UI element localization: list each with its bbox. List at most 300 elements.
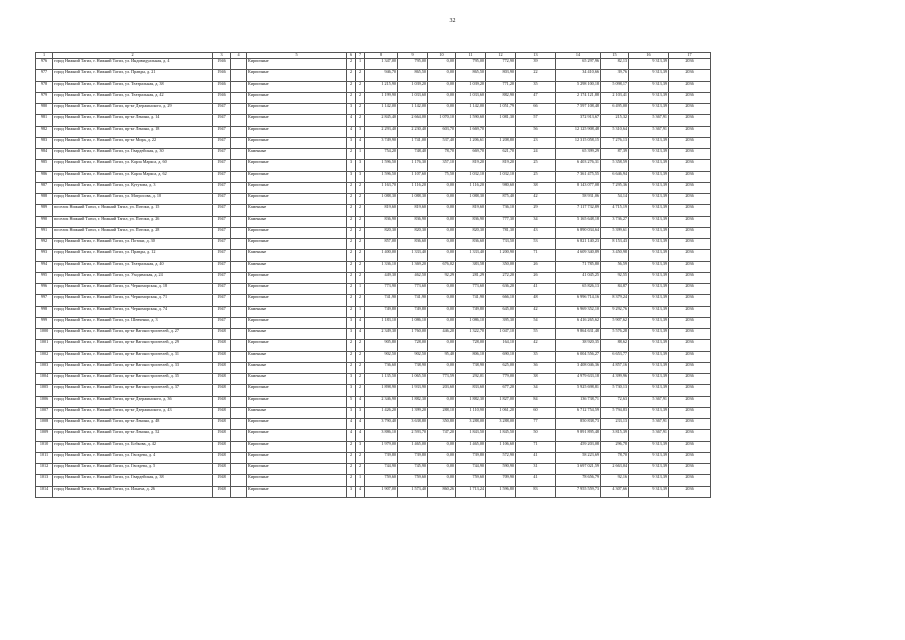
table-cell: 65 826,13 bbox=[556, 284, 601, 295]
table-cell bbox=[231, 160, 247, 171]
table-cell: 39 bbox=[516, 59, 556, 70]
table-cell: 0,00 bbox=[428, 250, 456, 261]
table-cell: 2 bbox=[356, 182, 365, 193]
table-cell: 56 bbox=[516, 126, 556, 137]
table-row bbox=[36, 486, 711, 497]
table-cell: 1 032,10 bbox=[486, 171, 516, 182]
table-cell: 1 081,30 bbox=[486, 115, 516, 126]
table-cell: 9 313,39 bbox=[629, 227, 669, 238]
table-cell: 739,80 bbox=[365, 452, 398, 463]
table-cell: 2 845,40 bbox=[365, 115, 398, 126]
table-cell: 2 bbox=[347, 182, 356, 193]
table-cell: город Нижний Тагил, г. Нижний Тагил, пр-кт Ленина, д. 14 bbox=[53, 115, 213, 126]
table-cell: 1 142,00 bbox=[456, 104, 486, 115]
table-cell: 5 310,64 bbox=[601, 126, 629, 137]
table-cell: 0,00 bbox=[428, 59, 456, 70]
table-cell: 71 bbox=[516, 250, 556, 261]
table-cell: город Нижний Тагил, г. Нижний Тагил, ул. Потоки, д. 30 bbox=[53, 239, 213, 250]
table-cell bbox=[231, 419, 247, 430]
table-cell: город Нижний Тагил, г. Нижний Тагил, ул. Уходимская, д. 24 bbox=[53, 272, 213, 283]
table-cell: 0,00 bbox=[428, 194, 456, 205]
table-cell: 41 045,25 bbox=[556, 272, 601, 283]
table-cell: 6 004 556,27 bbox=[556, 351, 601, 362]
table-cell: 9 313,39 bbox=[629, 137, 669, 148]
table-cell: город Нижний Тагил, г. Нижний Тагил, пр-кт Ленина, д. 52 bbox=[53, 430, 213, 441]
table-cell: 2036 bbox=[669, 171, 711, 182]
table-cell: 995 bbox=[36, 272, 53, 283]
table-cell: 78 656,79 bbox=[556, 475, 601, 486]
table-cell: 1008 bbox=[36, 419, 53, 430]
table-cell: 537,40 bbox=[428, 137, 456, 148]
table-cell: 60 bbox=[516, 407, 556, 418]
header-cell: 14 bbox=[556, 53, 601, 59]
table-cell: 9 313,39 bbox=[629, 59, 669, 70]
table-row bbox=[36, 250, 711, 261]
table-cell: 2036 bbox=[669, 351, 711, 362]
table-cell: 5 576,28 bbox=[601, 329, 629, 340]
table-cell: 9 864 631,48 bbox=[556, 329, 601, 340]
table-cell: 1 426,20 bbox=[365, 407, 398, 418]
table-cell bbox=[231, 452, 247, 463]
table-cell: 5 298 100,18 bbox=[556, 81, 601, 92]
table-cell: 1002 bbox=[36, 351, 53, 362]
header-cell: 6 bbox=[347, 53, 356, 59]
table-cell: 645,00 bbox=[486, 306, 516, 317]
table-cell: 0,00 bbox=[428, 205, 456, 216]
table-cell: 9 313,39 bbox=[629, 295, 669, 306]
table-cell: 4 bbox=[356, 430, 365, 441]
table-cell: 82,13 bbox=[601, 59, 629, 70]
table-cell: 383,58 bbox=[456, 261, 486, 272]
table-cell: 2 bbox=[356, 464, 365, 475]
table-cell: 35 bbox=[516, 351, 556, 362]
table-cell: 6 821 140,23 bbox=[556, 239, 601, 250]
table-cell: Кирпичные bbox=[247, 160, 347, 171]
table-cell: 65 297,96 bbox=[556, 59, 601, 70]
table-cell: 772,90 bbox=[486, 59, 516, 70]
table-cell: 1948 bbox=[213, 441, 231, 452]
table-cell: 773,60 bbox=[456, 284, 486, 295]
table-cell bbox=[231, 261, 247, 272]
table-cell: 3 bbox=[347, 329, 356, 340]
table-cell: 6 416 265,62 bbox=[556, 317, 601, 328]
table-cell: 2 bbox=[347, 216, 356, 227]
table-cell: город Нижний Тагил, г. Нижний Тагил, ул. Бобкова, д. 42 bbox=[53, 441, 213, 452]
table-cell: 2 bbox=[356, 194, 365, 205]
table-cell bbox=[231, 329, 247, 340]
table-cell: 58 931,06 bbox=[556, 194, 601, 205]
table-cell: 2 664,00 bbox=[398, 115, 428, 126]
table-cell: 2 174 121,88 bbox=[556, 92, 601, 103]
table-cell: 4 399,96 bbox=[601, 374, 629, 385]
header-cell: 7 bbox=[356, 53, 365, 59]
table-cell: 1004 bbox=[36, 374, 53, 385]
table-cell: 2 bbox=[356, 374, 365, 385]
table-cell: 1947 bbox=[213, 104, 231, 115]
table-cell: 977 bbox=[36, 70, 53, 81]
table-cell: 9 313,39 bbox=[629, 194, 669, 205]
table-cell: 36 bbox=[516, 362, 556, 373]
table-cell: 771,20 bbox=[486, 81, 516, 92]
table-row bbox=[36, 205, 711, 216]
table-cell: 3 749,90 bbox=[365, 137, 398, 148]
table-cell: 6 653,77 bbox=[601, 351, 629, 362]
table-cell: 77 bbox=[516, 419, 556, 430]
table-cell: 836,90 bbox=[365, 216, 398, 227]
table-cell: 9 313,39 bbox=[629, 452, 669, 463]
table-cell: 979 bbox=[36, 92, 53, 103]
table-cell bbox=[231, 115, 247, 126]
table-cell: город Нижний Тагил, г. Нижний Тагил, ул. Кутузова, д. 3 bbox=[53, 182, 213, 193]
table-cell: 7 276,13 bbox=[601, 137, 629, 148]
table-cell: 8 153,43 bbox=[601, 239, 629, 250]
table-cell: 980,60 bbox=[486, 182, 516, 193]
table-cell: 2 bbox=[356, 452, 365, 463]
table-cell: 728,00 bbox=[398, 340, 428, 351]
table-cell: 5 358,59 bbox=[601, 160, 629, 171]
table-cell bbox=[231, 374, 247, 385]
table-cell: 2 bbox=[356, 261, 365, 272]
table-cell: город Нижний Тагил, г. Нижний Тагил, ул. Правды, д. 21 bbox=[53, 70, 213, 81]
table-cell: 215,32 bbox=[601, 115, 629, 126]
table-row bbox=[36, 160, 711, 171]
table-cell: 55 bbox=[516, 329, 556, 340]
table-cell: 3 bbox=[356, 171, 365, 182]
table-cell: Кирпичные bbox=[247, 137, 347, 148]
table-cell: 462,50 bbox=[398, 272, 428, 283]
table-cell: 9 313,39 bbox=[629, 239, 669, 250]
table-cell: 0,00 bbox=[428, 340, 456, 351]
table-row bbox=[36, 104, 711, 115]
table-cell: 56,59 bbox=[601, 261, 629, 272]
table-cell: 0,00 bbox=[428, 317, 456, 328]
table-cell: 857,00 bbox=[365, 239, 398, 250]
table-cell: 1 669,70 bbox=[456, 126, 486, 137]
table-cell: 3 bbox=[356, 126, 365, 137]
table-cell: 1 827,00 bbox=[486, 396, 516, 407]
table-cell: Кирпичные bbox=[247, 464, 347, 475]
table-cell: 2 bbox=[347, 239, 356, 250]
table-cell: 1948 bbox=[213, 362, 231, 373]
table-cell: 1948 bbox=[213, 340, 231, 351]
table-cell: город Нижний Тагил, г. Нижний Тагил, ул. Черноморская, д. 74 bbox=[53, 306, 213, 317]
table-cell: 981 bbox=[36, 115, 53, 126]
table-cell: Каменные bbox=[247, 374, 347, 385]
table-cell: 990 bbox=[36, 216, 53, 227]
table-cell: 446,20 bbox=[428, 329, 456, 340]
table-cell: 980 bbox=[36, 104, 53, 115]
table-cell: 357,10 bbox=[428, 160, 456, 171]
table-cell: город Нижний Тагил, г. Нижний Тагил, пр-кт Дзержинского, д. 29 bbox=[53, 104, 213, 115]
table-cell: город Нижний Тагил, г. Нижний Тагил, ул. Гвардейская, д. 30 bbox=[53, 149, 213, 160]
table-cell: 9 313,39 bbox=[629, 149, 669, 160]
table-cell: поселок Нижний Тагил, г. Нижний Тагил, ул. Потоки, д. 15 bbox=[53, 205, 213, 216]
table-cell: 2 346,90 bbox=[365, 396, 398, 407]
table-cell: 0,00 bbox=[428, 452, 456, 463]
table-cell: 4 bbox=[356, 329, 365, 340]
table-cell: 0,00 bbox=[428, 396, 456, 407]
table-cell: 4 bbox=[356, 396, 365, 407]
table-cell: 741,90 bbox=[456, 295, 486, 306]
table-cell bbox=[231, 396, 247, 407]
table-cell: 25 bbox=[516, 171, 556, 182]
table-cell: 9 313,39 bbox=[629, 92, 669, 103]
table-cell: 0,00 bbox=[428, 295, 456, 306]
table-cell: 1947 bbox=[213, 239, 231, 250]
table-cell bbox=[231, 137, 247, 148]
table-cell: 1000 bbox=[36, 329, 53, 340]
table-cell: 819,20 bbox=[456, 160, 486, 171]
table-cell: 2036 bbox=[669, 419, 711, 430]
table-cell: 1948 bbox=[213, 430, 231, 441]
table-cell: 2 bbox=[347, 351, 356, 362]
table-cell: 833,60 bbox=[456, 385, 486, 396]
table-cell: 459 203,08 bbox=[556, 441, 601, 452]
header-cell: 11 bbox=[456, 53, 486, 59]
table-cell: 203,60 bbox=[428, 385, 456, 396]
table-cell: 997 bbox=[36, 295, 53, 306]
table-cell: 1 979,00 bbox=[365, 441, 398, 452]
header-cell: 12 bbox=[486, 53, 516, 59]
table-cell: Каменные bbox=[247, 362, 347, 373]
table-cell: Кирпичные bbox=[247, 452, 347, 463]
table-row bbox=[36, 216, 711, 227]
table-cell: 2036 bbox=[669, 452, 711, 463]
table-cell: 603,70 bbox=[428, 126, 456, 137]
table-cell: 1948 bbox=[213, 351, 231, 362]
table-cell: город Нижний Тагил, г. Нижний Тагил, пр-кт Дзержинского, д. 36 bbox=[53, 396, 213, 407]
table-cell: 2 bbox=[347, 272, 356, 283]
table-cell: 4 857,16 bbox=[601, 362, 629, 373]
table-cell: Кирпичные bbox=[247, 340, 347, 351]
table-cell: 3 736,27 bbox=[601, 216, 629, 227]
table-cell: 9 313,39 bbox=[629, 284, 669, 295]
table-cell: 1 086,10 bbox=[398, 317, 428, 328]
table-cell: 745,90 bbox=[398, 464, 428, 475]
table-cell: 1 bbox=[356, 59, 365, 70]
table-cell: 3 bbox=[356, 441, 365, 452]
table-row bbox=[36, 396, 711, 407]
table-row bbox=[36, 239, 711, 250]
table-cell: 994 bbox=[36, 261, 53, 272]
table-cell: город Нижний Тагил, г. Нижний Тагил, пр-кт Мира, д. 22 bbox=[53, 137, 213, 148]
table-row bbox=[36, 464, 711, 475]
table-cell: 9 313,39 bbox=[629, 306, 669, 317]
table-cell bbox=[231, 205, 247, 216]
table-cell: 2036 bbox=[669, 407, 711, 418]
page-number: 32 bbox=[449, 18, 456, 24]
table-cell: город Нижний Тагил, г. Нижний Тагил, пр-кт Вагоностроителей, д. 37 bbox=[53, 385, 213, 396]
table-cell: 1 760,00 bbox=[398, 329, 428, 340]
table-cell: 2 bbox=[356, 92, 365, 103]
table-cell bbox=[231, 92, 247, 103]
table-cell bbox=[231, 486, 247, 497]
table-cell: 9 313,39 bbox=[629, 351, 669, 362]
table-cell: 3 697 021,59 bbox=[556, 464, 601, 475]
table-cell: 3 bbox=[347, 374, 356, 385]
table-cell: 3 bbox=[347, 385, 356, 396]
table-cell: 1947 bbox=[213, 272, 231, 283]
table-row bbox=[36, 317, 711, 328]
table-cell: 9 313,39 bbox=[629, 374, 669, 385]
table-cell: 2 bbox=[347, 70, 356, 81]
table-cell: 292,01 bbox=[456, 374, 486, 385]
table-cell: 9 313,39 bbox=[629, 216, 669, 227]
table-cell: 3 886,10 bbox=[365, 430, 398, 441]
table-cell: 1003 bbox=[36, 362, 53, 373]
table-cell: 1 713,24 bbox=[456, 486, 486, 497]
table-cell: 3 815,39 bbox=[601, 430, 629, 441]
table-cell: 71 785,80 bbox=[556, 261, 601, 272]
table-cell: 2036 bbox=[669, 250, 711, 261]
table-cell: 850 838,73 bbox=[556, 419, 601, 430]
table-cell: 1948 bbox=[213, 475, 231, 486]
table-cell: 2036 bbox=[669, 115, 711, 126]
table-cell: 2036 bbox=[669, 261, 711, 272]
table-cell: 9 313,39 bbox=[629, 104, 669, 115]
table-cell: 875,40 bbox=[486, 194, 516, 205]
table-cell: Кирпичные bbox=[247, 317, 347, 328]
table-row bbox=[36, 126, 711, 137]
table-cell: 1946 bbox=[213, 59, 231, 70]
table-cell: 7 361 475,55 bbox=[556, 171, 601, 182]
table-cell: 2036 bbox=[669, 340, 711, 351]
table-cell: 75,50 bbox=[428, 171, 456, 182]
table-cell: 9 313,39 bbox=[629, 441, 669, 452]
table-cell: 984 bbox=[36, 149, 53, 160]
table-cell: 2036 bbox=[669, 59, 711, 70]
table-cell: 0,00 bbox=[428, 81, 456, 92]
table-cell: Кирпичные bbox=[247, 104, 347, 115]
table-cell: 781,30 bbox=[486, 227, 516, 238]
table-cell bbox=[231, 407, 247, 418]
table-cell: 1947 bbox=[213, 205, 231, 216]
table-cell: Кирпичные bbox=[247, 239, 347, 250]
table-cell: 5 165 648,18 bbox=[556, 216, 601, 227]
table-cell: город Нижний Тагил, г. Нижний Тагил, пр-кт Вагоностроителей, д. 29 bbox=[53, 340, 213, 351]
table-cell: поселок Нижний Тагил, г. Нижний Тагил, ул. Потоки, д. 28 bbox=[53, 227, 213, 238]
table-cell: 5 367,91 bbox=[629, 115, 669, 126]
table-cell bbox=[231, 216, 247, 227]
table-cell bbox=[231, 475, 247, 486]
table-cell: 3 408 046,36 bbox=[556, 362, 601, 373]
table-cell: 6 646,94 bbox=[601, 171, 629, 182]
table-cell: Кирпичные bbox=[247, 227, 347, 238]
table-row bbox=[36, 272, 711, 283]
table-cell: 986 bbox=[36, 171, 53, 182]
table-cell: 1 110,90 bbox=[456, 407, 486, 418]
table-cell: Кирпичные bbox=[247, 115, 347, 126]
table-cell: 1947 bbox=[213, 317, 231, 328]
table-cell: 1 333,40 bbox=[398, 250, 428, 261]
table-cell: 1 845,50 bbox=[486, 430, 516, 441]
table-cell: 0,00 bbox=[428, 441, 456, 452]
table-cell: 1946 bbox=[213, 92, 231, 103]
table-cell: 4 bbox=[347, 126, 356, 137]
table-cell: город Нижний Тагил, г. Нижний Тагил, ул. Гвоздева, д. 5 bbox=[53, 464, 213, 475]
table-cell: 7 295,36 bbox=[601, 182, 629, 193]
table-cell: 4 bbox=[347, 115, 356, 126]
table-cell: 1947 bbox=[213, 126, 231, 137]
header-cell: 16 bbox=[629, 53, 669, 59]
table-cell: 1 400,00 bbox=[365, 250, 398, 261]
table-cell: Кирпичные bbox=[247, 284, 347, 295]
table-cell: Кирпичные bbox=[247, 194, 347, 205]
table-cell: 3 638,80 bbox=[398, 419, 428, 430]
table-cell: Кирпичные bbox=[247, 182, 347, 193]
table-cell: 1948 bbox=[213, 329, 231, 340]
table-cell: 5 bbox=[347, 396, 356, 407]
table-cell: Кирпичные bbox=[247, 396, 347, 407]
table-cell: 882,90 bbox=[486, 92, 516, 103]
table-cell: 5 367,91 bbox=[629, 126, 669, 137]
table-cell: 1948 bbox=[213, 419, 231, 430]
table-cell: 2036 bbox=[669, 295, 711, 306]
table-row bbox=[36, 385, 711, 396]
table-cell: 95,40 bbox=[428, 351, 456, 362]
table-cell: 1 088,30 bbox=[398, 194, 428, 205]
table-cell: 1 843,50 bbox=[456, 430, 486, 441]
table-cell: 2 bbox=[356, 205, 365, 216]
table-cell: 9 313,39 bbox=[629, 182, 669, 193]
table-cell: Каменные bbox=[247, 205, 347, 216]
table-cell: 2 bbox=[347, 92, 356, 103]
table-cell: 41 bbox=[516, 475, 556, 486]
table-cell: 836,60 bbox=[456, 239, 486, 250]
table-cell: 2 bbox=[347, 464, 356, 475]
table-cell: 8 379,24 bbox=[601, 295, 629, 306]
table-cell: 48 bbox=[516, 295, 556, 306]
table-cell: 621,70 bbox=[486, 149, 516, 160]
table-cell: 1948 bbox=[213, 385, 231, 396]
table-cell: Кирпичные bbox=[247, 441, 347, 452]
table-cell: 625,00 bbox=[486, 362, 516, 373]
table-cell bbox=[231, 362, 247, 373]
table-cell bbox=[231, 104, 247, 115]
table-cell: 2036 bbox=[669, 126, 711, 137]
table-cell: 3 bbox=[347, 160, 356, 171]
table-cell: 1 032,10 bbox=[456, 171, 486, 182]
table-row bbox=[36, 171, 711, 182]
table-cell: 1 176,30 bbox=[398, 160, 428, 171]
table-cell: 6 495,00 bbox=[601, 104, 629, 115]
table-cell: 677,20 bbox=[486, 385, 516, 396]
table-cell: 988 bbox=[36, 194, 53, 205]
table-cell: 22 bbox=[516, 70, 556, 81]
table-row bbox=[36, 81, 711, 92]
table-cell: 1 215,90 bbox=[365, 81, 398, 92]
table-row bbox=[36, 194, 711, 205]
table-cell: 5 367,91 bbox=[629, 419, 669, 430]
table-cell: 2 bbox=[347, 81, 356, 92]
table-row bbox=[36, 407, 711, 418]
table-cell: 2 103,41 bbox=[601, 92, 629, 103]
table-cell: 66 bbox=[516, 104, 556, 115]
table-cell bbox=[231, 126, 247, 137]
table-cell: 9 313,39 bbox=[629, 340, 669, 351]
table-cell: 709,90 bbox=[486, 475, 516, 486]
table-cell: 759,60 bbox=[456, 475, 486, 486]
table-cell: 0,00 bbox=[428, 216, 456, 227]
table-cell: 865,50 bbox=[398, 70, 428, 81]
table-cell: 0,00 bbox=[428, 306, 456, 317]
table-cell: 2036 bbox=[669, 464, 711, 475]
table-cell: 9 313,39 bbox=[629, 362, 669, 373]
table-cell: 7 955 559,73 bbox=[556, 486, 601, 497]
table-cell bbox=[231, 385, 247, 396]
table-cell: 779,00 bbox=[486, 374, 516, 385]
table-cell: 1 200,90 bbox=[486, 250, 516, 261]
